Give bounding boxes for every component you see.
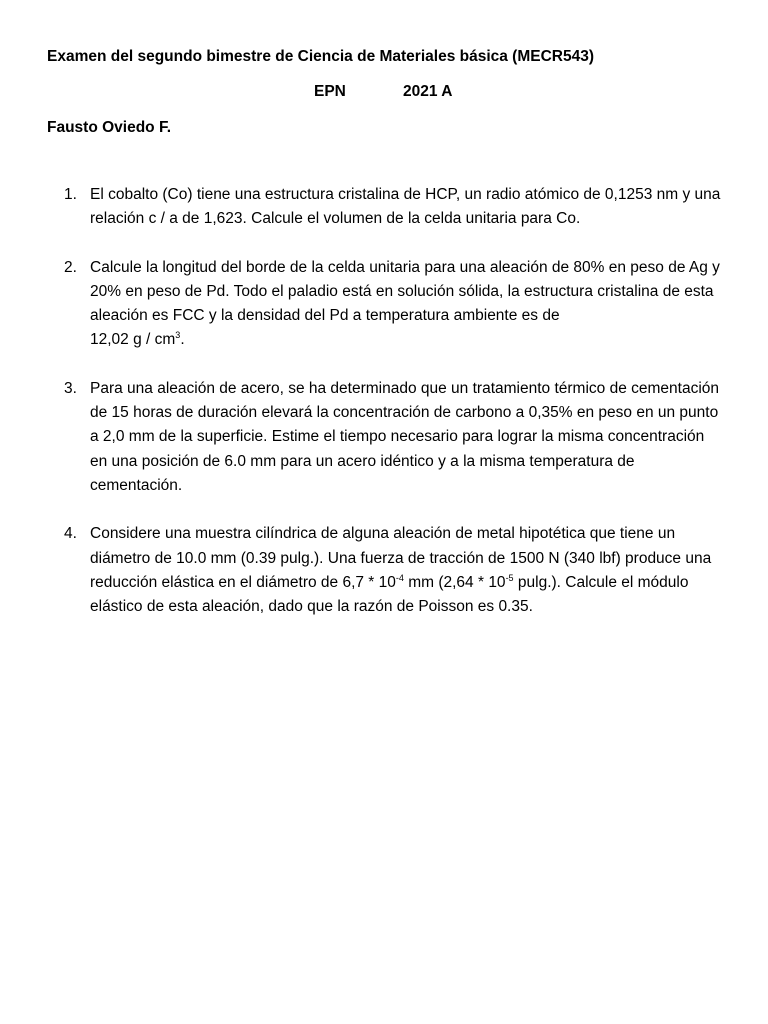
superscript-exponent: 3 <box>175 330 181 341</box>
question-text-part-c: pulg.). Calcule el módulo elástico de esta aleación, dado que la razón de Poisson es 0.35. <box>90 573 689 616</box>
question-text-part-b: mm (2,64 * 10 <box>403 573 506 591</box>
superscript-exponent: -5 <box>505 572 514 583</box>
question-number: 1. <box>64 186 77 203</box>
question-number: 2. <box>64 258 77 276</box>
question-text: Para una aleación de acero, se ha determinado que un tratamiento térmico de cementación de 15 horas de duración elevará la concentración de carbono a 0,35% en peso en un punto a 2,0 mm de la superficie. Estime el tiempo necesario para lograr la misma concentración en una posición de 6.0 mm para un acero idéntico y a la misma temperatura de cementación. <box>90 379 719 494</box>
question-3 <box>64 377 724 498</box>
exam-title: Examen del segundo bimestre de Ciencia de Materiales básica (MECR543) <box>47 48 595 65</box>
question-text: El cobalto (Co) tiene una estructura cristalina de HCP, un radio atómico de 0,1253 nm y una relación c / a de 1,623. Calcule el volumen de la celda unitaria para Co. <box>90 186 721 228</box>
question-text-part-a: Considere una muestra cilíndrica de alguna aleación de metal hipotética que tiene un diámetro de 10.0 mm (0.39 pulg.). Una fuerza de tracción de 1500 N (340 lbf) produce una reducción elástica en el diámetro de 6,7 * 10 <box>90 525 712 591</box>
question-number: 4. <box>64 525 77 543</box>
sentence-end: . <box>180 331 185 349</box>
question-1 <box>64 183 724 232</box>
questions-list <box>64 183 724 619</box>
question-text: Calcule la longitud del borde de la celda unitaria para una aleación de 80% en peso de Ag y 20% en peso de Pd. Todo el paladio está en solución sólida, la estructura cristalina de esta aleación es FCC y la densidad del Pd a temperatura ambiente es de <box>90 258 720 325</box>
institution-label: EPN <box>314 83 346 100</box>
period-label: 2021 A <box>403 83 453 100</box>
question-2 <box>64 256 724 353</box>
superscript-exponent: -4 <box>395 572 404 583</box>
question-4 <box>64 522 724 619</box>
question-number: 3. <box>64 379 77 397</box>
author-name: Fausto Oviedo F. <box>47 119 172 136</box>
density-value: 12,02 g / cm <box>90 331 176 349</box>
